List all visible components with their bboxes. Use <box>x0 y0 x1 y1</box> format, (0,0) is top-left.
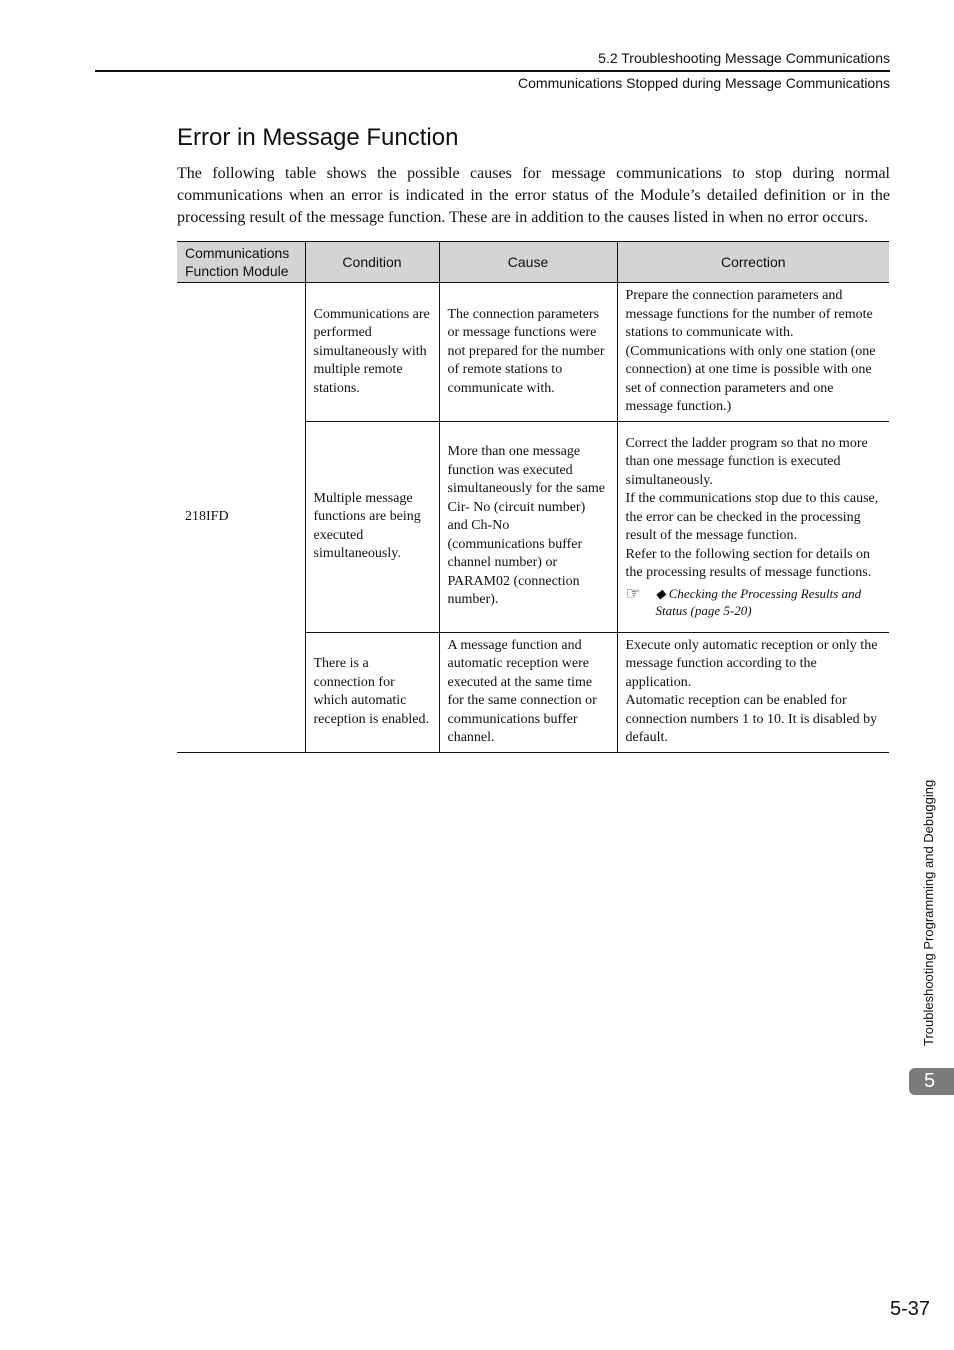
running-header-section: 5.2 Troubleshooting Message Communications <box>598 50 890 66</box>
correction-line: Automatic reception can be enabled for connection numbers 1 to 10. It is disabled by default. <box>625 693 878 745</box>
correction-cell <box>617 283 889 422</box>
chapter-number-badge: 5 <box>909 1068 954 1095</box>
cause-cell: The connection parameters or message functions were not prepared for the number of remote stations to communicate with. <box>439 283 617 422</box>
header-module: Communications Function Module <box>177 242 305 283</box>
pointing-hand-icon: ☞ <box>625 583 641 603</box>
cross-reference-link[interactable]: ◆ Checking the Processing Results and Status (page 5-20) <box>655 585 862 618</box>
running-header-subsection: Communications Stopped during Message Communications <box>518 75 890 91</box>
correction-cell <box>617 632 889 752</box>
correction-line: Execute only automatic reception or only the message function according to the application. <box>625 637 878 690</box>
table-header-row <box>177 242 889 283</box>
correction-line: If the communications stop due to this cause, the error can be checked in the processing result of the message function. <box>625 491 879 543</box>
module-cell: 218IFD <box>177 283 305 753</box>
chapter-side-tab: Troubleshooting Programming and Debugging <box>921 779 936 1046</box>
correction-line: Refer to the following section for details on the processing results of message functions. <box>625 546 872 580</box>
table-row <box>177 283 889 422</box>
condition-cell: Multiple message functions are being executed simultaneously. <box>305 421 439 632</box>
correction-line: Prepare the connection parameters and message functions for the number of remote stations to communicate with. <box>625 288 873 340</box>
condition-cell: Communications are performed simultaneously with multiple remote stations. <box>305 283 439 422</box>
condition-cell: There is a connection for which automatic reception is enabled. <box>305 632 439 752</box>
cross-reference[interactable] <box>626 585 882 619</box>
correction-line: Correct the ladder program so that no more than one message function is executed simultaneously. <box>625 435 868 488</box>
cause-cell: More than one message function was executed simultaneously for the same Cir- No (circuit number) and Ch-No (communications buffer channel number) or PARAM02 (connection number). <box>439 421 617 632</box>
header-cause: Cause <box>439 242 617 283</box>
page-title: Error in Message Function <box>177 124 459 151</box>
correction-cell <box>617 421 889 632</box>
correction-line: (Communications with only one station (one connection) at one time is possible with one set of connection parameters and one message function.) <box>625 343 876 414</box>
header-rule <box>95 70 890 72</box>
page-number: 5-37 <box>889 1298 930 1320</box>
intro-paragraph: The following table shows the possible causes for message communications to stop during normal communications when an error is indicated in the error status of the Module’s detailed definition or in the processing result of the message function. These are in addition to the causes listed in when no error occurs. <box>177 165 890 226</box>
header-correction: Correction <box>617 242 889 283</box>
causes-table <box>177 241 889 753</box>
header-condition: Condition <box>305 242 439 283</box>
cause-cell: A message function and automatic reception were executed at the same time for the same connection or communications buffer channel. <box>439 632 617 752</box>
